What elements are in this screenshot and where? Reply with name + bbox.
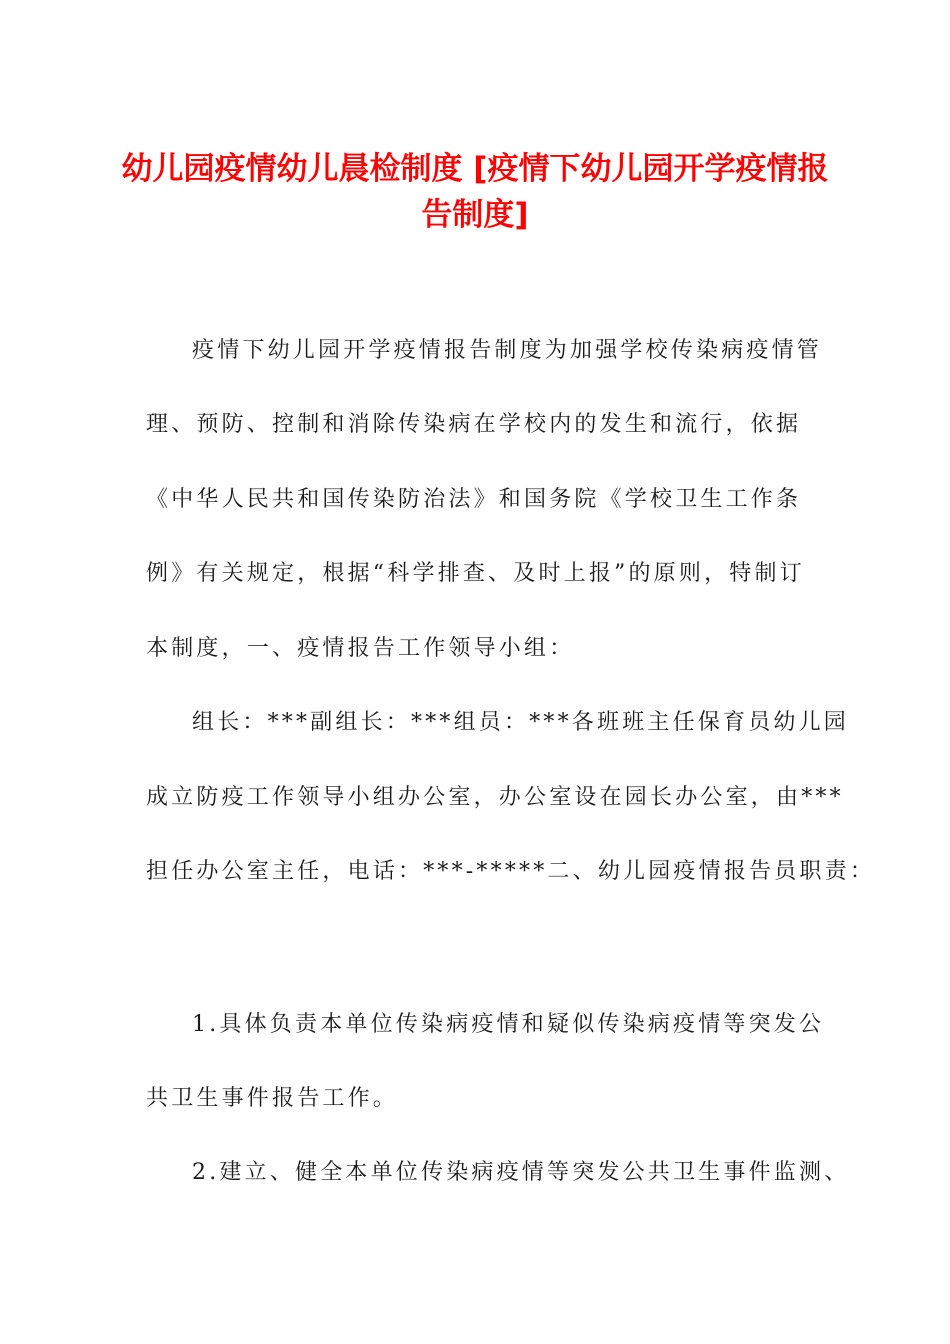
paragraph-line: 担任办公室主任，电话：***-*****二、幼儿园疫情报告员职责： <box>146 859 876 884</box>
document-title: 幼儿园疫情幼儿晨检制度 [疫情下幼儿园开学疫情报告制度] <box>121 151 829 233</box>
paragraph-line: 本制度，一、疫情报告工作领导小组： <box>146 636 575 661</box>
list-item-line: 2.建立、健全本单位传染病疫情等突发公共卫生事件监测、 <box>192 1160 850 1185</box>
paragraph-line: 成立防疫工作领导小组办公室，办公室设在园长办公室，由*** <box>146 785 844 810</box>
list-item-line: 1.具体负责本单位传染病疫情和疑似传染病疫情等突发公 <box>192 1012 825 1037</box>
paragraph-line: 组长：***副组长：***组员：***各班班主任保育员幼儿园 <box>192 710 850 735</box>
paragraph-line: 疫情下幼儿园开学疫情报告制度为加强学校传染病疫情管 <box>192 338 823 363</box>
paragraph-line: 理、预防、控制和消除传染病在学校内的发生和流行，依据 <box>146 412 802 437</box>
paragraph-line: 《中华人民共和国传染防治法》和国务院《学校卫生工作条 <box>146 487 802 512</box>
paragraph-line: 例》有关规定，根据“科学排查、及时上报”的原则，特制订 <box>146 561 805 586</box>
list-item-line: 共卫生事件报告工作。 <box>146 1086 399 1111</box>
